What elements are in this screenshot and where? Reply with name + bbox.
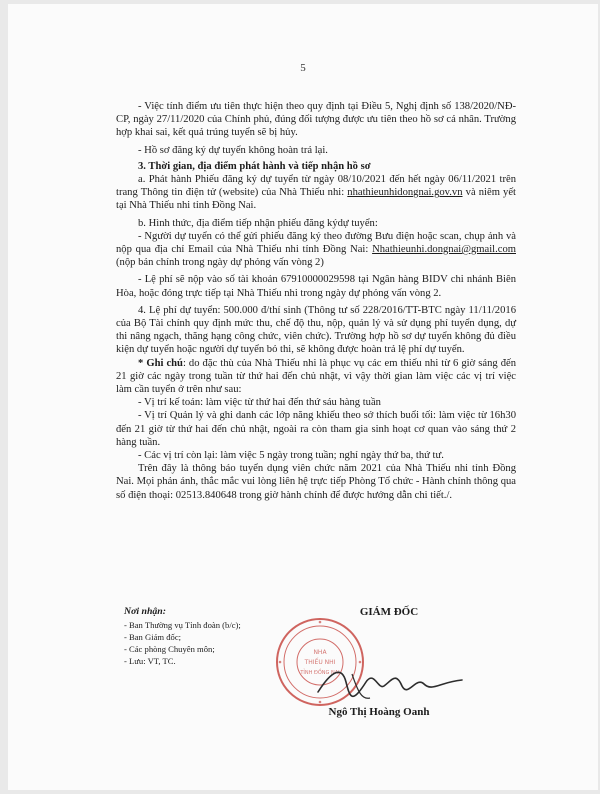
recipient-item: - Ban Thường vụ Tỉnh đoàn (b/c); xyxy=(124,620,241,630)
document-footer xyxy=(124,606,594,746)
document-page xyxy=(8,4,598,790)
email-link[interactable]: Nhathieunhi.dongnai@gmail.com xyxy=(372,244,516,256)
paragraph-closing: Trên đây là thông báo tuyển dụng viên chức năm 2021 của Nhà Thiếu nhi tỉnh Đồng Nai. Mọi phản ánh, thắc mắc vui lòng liên hệ trực tiếp Phòng Tổ chức - Hành chính thông qua số điện thoại: 02513.840648 trong giờ hành chính để được hướng dẫn chi tiết./. xyxy=(116,463,516,501)
paragraph-no-return: - Hồ sơ đăng ký dự tuyển không hoàn trả lại. xyxy=(138,144,328,156)
recipients-title: Nơi nhận: xyxy=(124,606,167,617)
paragraph-priority-points: - Việc tính điểm ưu tiên thực hiện theo quy định tại Điều 5, Nghị định số 138/2020/NĐ-CP, ngày 27/11/2020 của Chính phủ, đúng đối tượng được ưu tiên theo hồ sơ cá nhân. Trường hợp khai sai, kết quả trúng tuyển sẽ bị hủy. xyxy=(116,101,516,139)
stamp-line: THIẾU NHI xyxy=(304,659,336,666)
note-label: * Ghi chú xyxy=(138,357,183,369)
website-link[interactable]: nhathieunhidongnai.gov.vn xyxy=(347,187,463,199)
stamp-line: TỈNH ĐỒNG NAI xyxy=(300,670,340,676)
signature xyxy=(312,652,472,710)
stamp-line: NHÀ xyxy=(313,649,327,656)
section-3-heading: 3. Thời gian, địa điểm phát hành và tiếp nhận hồ sơ xyxy=(138,160,371,172)
paragraph-form-method: b. Hình thức, địa điểm tiếp nhận phiếu đăng kýdự tuyển: xyxy=(138,217,378,229)
paragraph-submission: - Người dự tuyển có thể gửi phiếu đăng ký theo đường Bưu điện hoặc scan, chụp ảnh và nộp qua địa chỉ Email của Nhà Thiếu nhi tỉnh Đồng Nai: Nhathieunhi.dongnai@gmail.com (nộp bản chính trong ngày dự phỏng vấn vòng 2) xyxy=(116,230,516,269)
signer-name: Ngô Thị Hoàng Oanh xyxy=(328,706,430,718)
paragraph-evening-hours: - Vị trí Quản lý và ghi danh các lớp năng khiếu theo sở thích buổi tối: làm việc từ 16h30 đến 21 giờ từ thứ hai đến chủ nhật, ngoài ra còn tham gia sinh hoạt cơ quan vào sáng thứ 2 hàng tuần. xyxy=(116,410,516,448)
document-body xyxy=(116,100,516,502)
recipient-item: - Các phòng Chuyên môn; xyxy=(124,644,215,654)
paragraph-other-hours: - Các vị trí còn lại: làm việc 5 ngày trong tuần; nghỉ ngày thứ ba, thứ tư. xyxy=(138,450,444,462)
paragraph-fee-account: - Lệ phí sẽ nộp vào số tài khoản 67910000029598 tại Ngân hàng BIDV chi nhánh Biên Hòa, hoặc đóng trực tiếp tại Nhà Thiếu nhi trong ngày dự phỏng vấn vòng 2. xyxy=(116,274,516,299)
paragraph-accountant-hours: - Vị trí kế toán: làm việc từ thứ hai đến thứ sáu hàng tuần xyxy=(138,397,381,409)
paragraph-fee-amount: 4. Lệ phí dự tuyển: 500.000 đ/thí sinh (Thông tư số 228/2016/TT-BTC ngày 11/11/2016 của Bộ Tài chính quy định mức thu, chế độ thu, nộp, quản lý và sử dụng phí tuyển dụng, dự thi nâng ngạch, thăng hạng công chức, viên chức). Trường hợp hồ sơ dự tuyển không đủ điều kiện dự tuyển hoặc người dự tuyển bỏ thi, sẽ không được hoàn trả lệ phí dự tuyển. xyxy=(116,304,516,356)
recipient-item: - Lưu: VT, TC. xyxy=(124,656,176,666)
signer-title: GIÁM ĐỐC xyxy=(359,606,419,618)
recipient-item: - Ban Giám đốc; xyxy=(124,632,182,642)
page-number: 5 xyxy=(300,62,306,74)
paragraph-issuance: a. Phát hành Phiếu đăng ký dự tuyển từ ngày 08/10/2021 đến hết ngày 06/11/2021 trên trang Thông tin điện tử (website) của Nhà Thiếu nhi: nhathieunhidongnai.gov.vn và niêm yết tại Nhà Thiếu nhi tỉnh Đồng Nai. xyxy=(116,174,517,212)
paragraph-note: * Ghi chú: do đặc thù của Nhà Thiếu nhi là phục vụ các em thiếu nhi từ 6 giờ sáng đến 21 giờ các ngày trong tuần từ thứ hai đến chủ nhật, vì vậy thời gian làm việc các vị trí việc làm cần tuyển ở trên như sau: xyxy=(116,357,516,396)
